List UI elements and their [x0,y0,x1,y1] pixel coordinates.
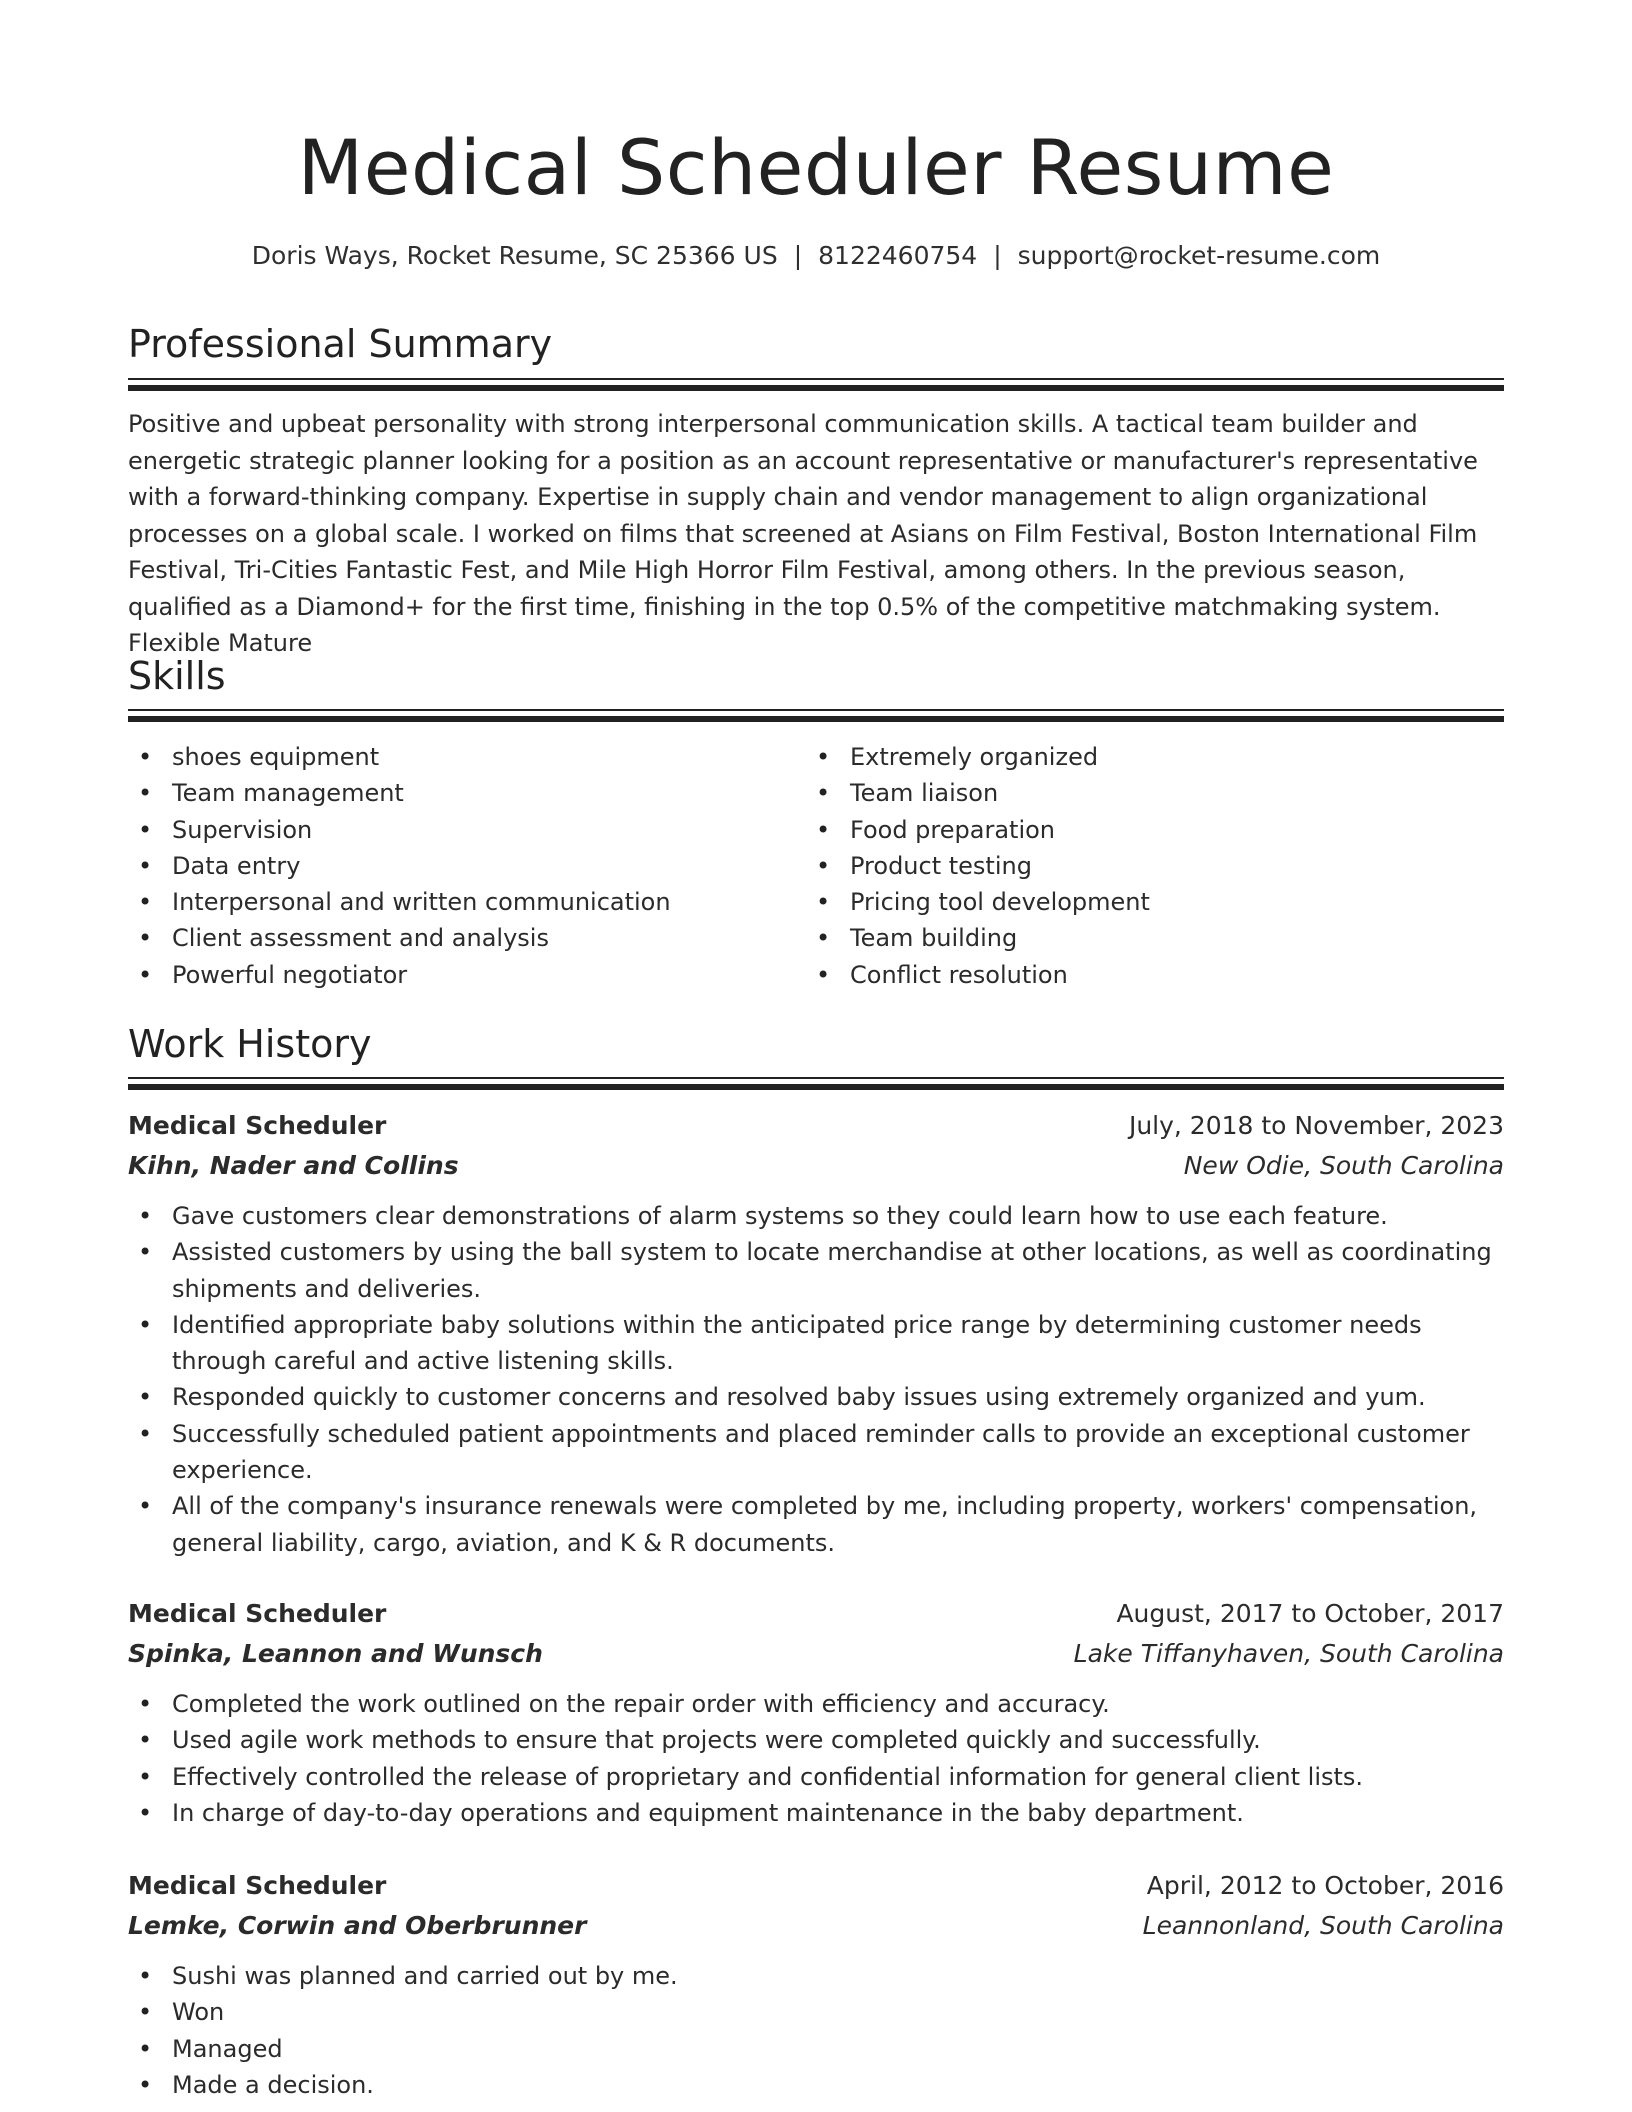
skill-item: • Powerful negotiator [128,957,788,993]
job-entry [128,1106,1504,1561]
skill-item: • Team management [128,775,788,811]
job-dates: July, 2018 to November, 2023 [1128,1111,1504,1140]
job-bullet: • Sushi was planned and carried out by me. [128,1958,1504,1994]
section-divider [128,1077,1504,1090]
skill-item: • Interpersonal and written communication [128,884,788,920]
job-bullet: • Used agile work methods to ensure that projects were completed quickly and successfully. [128,1722,1504,1758]
skills-section-header [128,650,1504,702]
job-entry [128,1594,1504,1831]
contact-email[interactable]: support@rocket-resume.com [1017,241,1381,270]
contact-address: Doris Ways, Rocket Resume, SC 25366 US [251,241,778,270]
job-bullet: • Won [128,1994,1504,2030]
job-dates: April, 2012 to October, 2016 [1146,1871,1504,1900]
job-location: New Odie, South Carolina [1183,1151,1504,1180]
job-bullets [128,1958,1504,2103]
job-title: Medical Scheduler [128,1111,387,1140]
section-heading-skills: Skills [128,654,226,698]
section-divider [128,378,1504,391]
contact-separator: | [993,241,1002,270]
job-bullet: • Made a decision. [128,2067,1504,2103]
skill-item: • Client assessment and analysis [128,920,788,956]
skill-item: • Team building [806,920,1466,956]
skill-item: • Extremely organized [806,739,1466,775]
skill-item: • Team liaison [806,775,1466,811]
skill-item: • Pricing tool development [806,884,1466,920]
job-location: Leannonland, South Carolina [1142,1911,1504,1940]
job-bullet: • Identified appropriate baby solutions within the anticipated price range by determining customer needs through careful and active listening skills. [128,1307,1504,1380]
skill-item: • shoes equipment [128,739,788,775]
job-bullet: • Assisted customers by using the ball system to locate merchandise at other locations, as well as coordinating shipments and deliveries. [128,1234,1504,1307]
job-bullet: • Gave customers clear demonstrations of alarm systems so they could learn how to use each feature. [128,1198,1504,1234]
job-bullet: • Managed [128,2031,1504,2067]
skill-item: • Conflict resolution [806,957,1466,993]
skills-list-right [806,739,1466,993]
section-heading-summary: Professional Summary [128,322,553,366]
job-title: Medical Scheduler [128,1871,387,1900]
job-company: Lemke, Corwin and Oberbrunner [128,1911,587,1940]
job-entry [128,1866,1504,2103]
skill-item: • Food preparation [806,812,1466,848]
summary-section-header [128,318,1504,370]
skills-list-left [128,739,788,993]
job-company: Kihn, Nader and Collins [128,1151,459,1180]
contact-line [128,238,1504,274]
skill-item: • Supervision [128,812,788,848]
job-bullet: • In charge of day-to-day operations and equipment maintenance in the baby department. [128,1795,1504,1831]
work-section-header [128,1018,1504,1070]
skill-item: • Data entry [128,848,788,884]
job-bullet: • Successfully scheduled patient appointments and placed reminder calls to provide an exceptional customer experience. [128,1416,1504,1489]
job-location: Lake Tiffanyhaven, South Carolina [1073,1639,1504,1668]
contact-phone: 8122460754 [818,241,978,270]
job-bullets [128,1198,1504,1561]
job-title: Medical Scheduler [128,1599,387,1628]
job-bullets [128,1686,1504,1831]
summary-text: Positive and upbeat personality with strong interpersonal communication skills. A tactical team builder and energetic strategic planner looking for a position as an account representative or manufacturer's representative with a forward-thinking company. Expertise in supply chain and vendor management to align organizational processes on a global scale. I worked on films that screened at Asians on Film Festival, Boston International Film Festival, Tri-Cities Fantastic Fest, and Mile High Horror Film Festival, among others. In the previous season, qualified as a Diamond+ for the first time, finishing in the top 0.5% of the competitive matchmaking system. Flexible Mature [128,410,1478,657]
contact-separator: | [793,241,803,270]
job-company: Spinka, Leannon and Wunsch [128,1639,543,1668]
job-dates: August, 2017 to October, 2017 [1116,1599,1504,1628]
job-bullet: • Responded quickly to customer concerns and resolved baby issues using extremely organized and yum. [128,1379,1504,1415]
section-divider [128,709,1504,722]
skill-item: • Product testing [806,848,1466,884]
section-heading-work: Work History [128,1022,372,1066]
resume-title: Medical Scheduler Resume [297,123,1335,212]
job-bullet: • Completed the work outlined on the repair order with efficiency and accuracy. [128,1686,1504,1722]
job-bullet: • All of the company's insurance renewals were completed by me, including property, workers' compensation, general liability, cargo, aviation, and K & R documents. [128,1488,1504,1561]
job-bullet: • Effectively controlled the release of proprietary and confidential information for general client lists. [128,1759,1504,1795]
